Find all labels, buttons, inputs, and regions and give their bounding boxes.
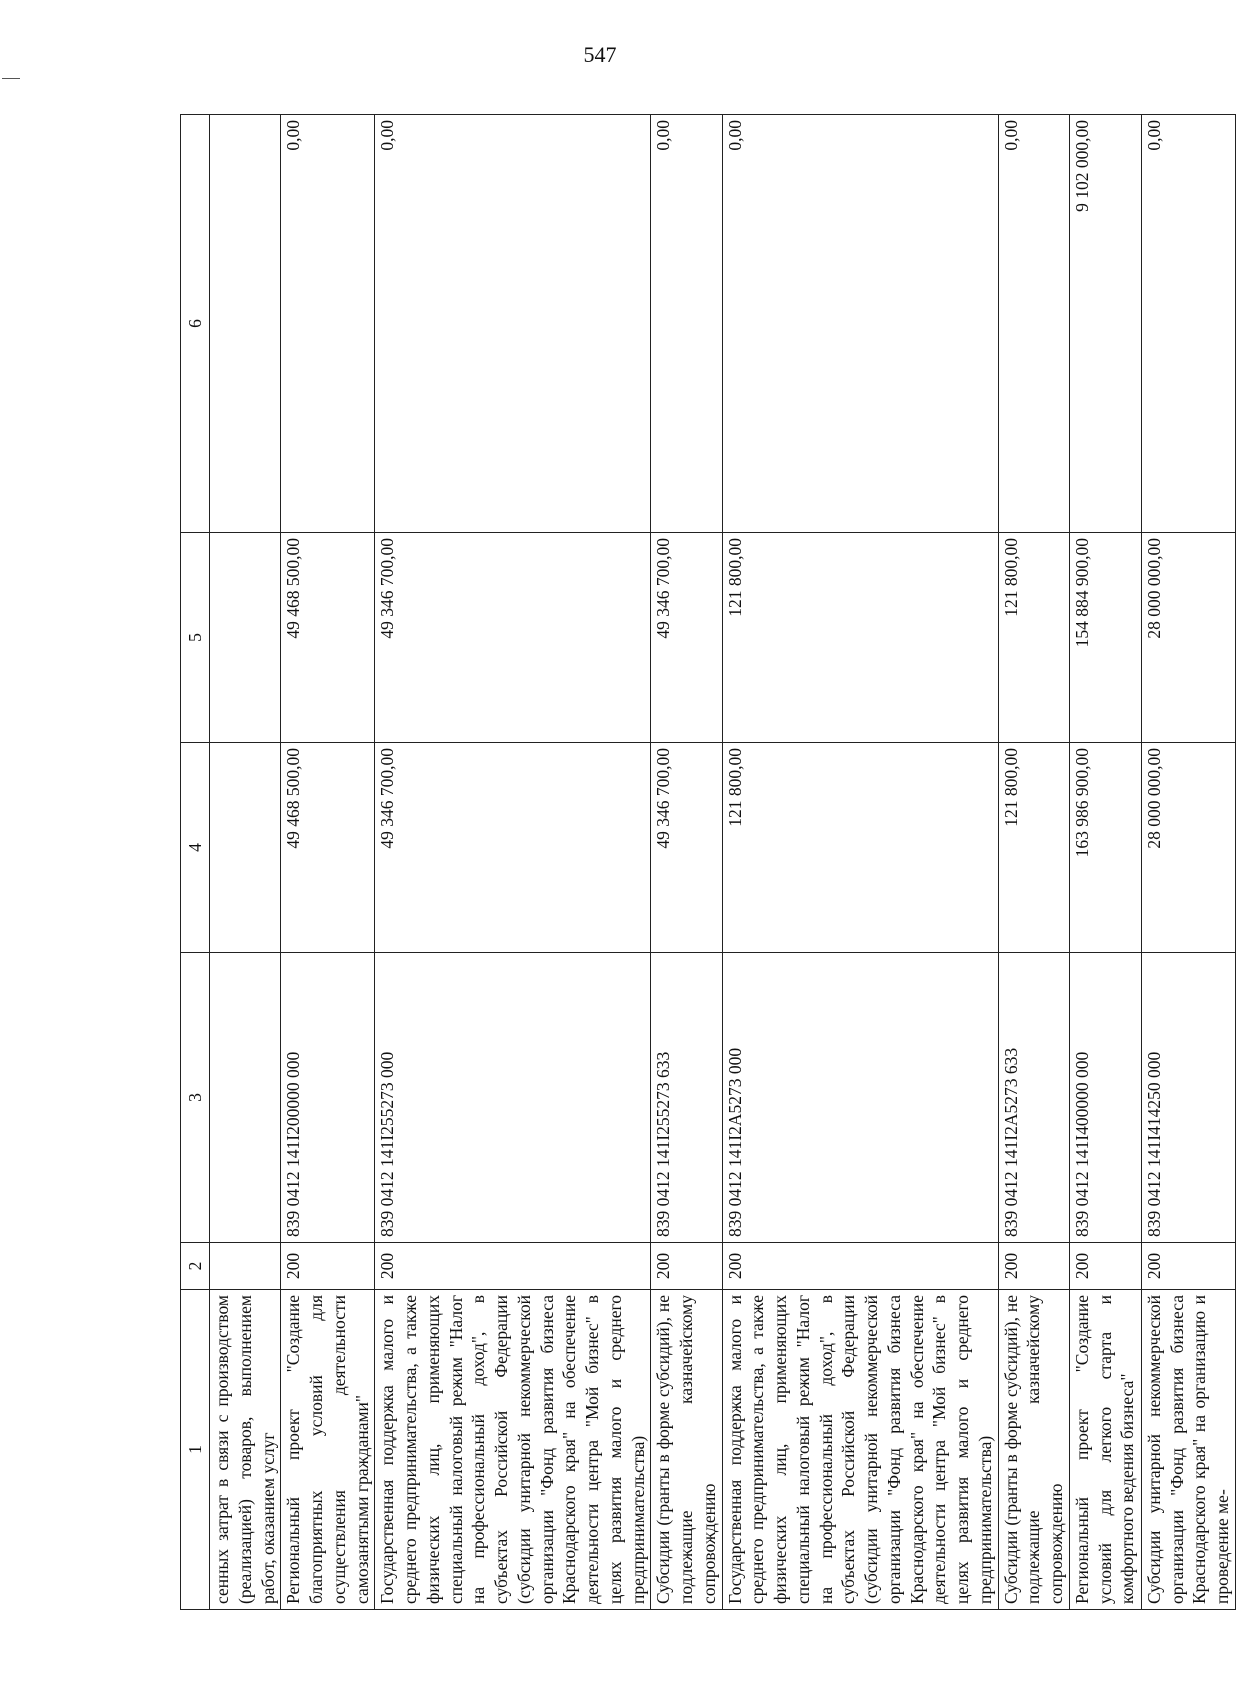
row-col6: 0,00 <box>998 115 1069 533</box>
column-header: 5 <box>181 533 210 743</box>
table-row <box>210 115 281 1610</box>
row-name: Региональный проект "Создание благоприятных условий для осуществления деятельности самозанятыми гражданами" <box>281 1290 375 1610</box>
row-code: 200 <box>1069 1243 1141 1290</box>
row-col4 <box>210 743 281 953</box>
row-name: Субсидии (гранты в форме субсидий), не подлежащие казначейскому сопровождению <box>651 1290 722 1610</box>
row-col4: 49 346 700,00 <box>651 743 722 953</box>
row-col6: 0,00 <box>651 115 722 533</box>
row-classification: 839 0412 141I200000 000 <box>281 953 375 1243</box>
row-code: 200 <box>651 1243 722 1290</box>
row-col5: 121 800,00 <box>998 533 1069 743</box>
row-col6: 0,00 <box>375 115 651 533</box>
row-name: сенных затрат в связи с производством (реализацией) товаров, выполнением работ, оказанием услуг <box>210 1290 281 1610</box>
row-col6: 9 102 000,00 <box>1069 115 1141 533</box>
row-name: Субсидии унитарной некоммерческой организации "Фонд развития бизнеса Краснодарского края" на организацию и проведение ме- <box>1141 1290 1235 1610</box>
row-classification: 839 0412 141I255273 633 <box>651 953 722 1243</box>
row-col5: 28 000 000,00 <box>1141 533 1235 743</box>
row-col4: 49 346 700,00 <box>375 743 651 953</box>
column-header: 3 <box>181 953 210 1243</box>
table-row <box>375 115 651 1610</box>
row-code: 200 <box>722 1243 998 1290</box>
row-classification: 839 0412 141I255273 000 <box>375 953 651 1243</box>
row-name: Региональный проект "Создание условий для легкого старта и комфортного ведения бизнеса" <box>1069 1290 1141 1610</box>
column-header: 4 <box>181 743 210 953</box>
row-col6: 0,00 <box>722 115 998 533</box>
row-col4: 28 000 000,00 <box>1141 743 1235 953</box>
row-classification <box>210 953 281 1243</box>
row-code: 200 <box>281 1243 375 1290</box>
row-col4: 121 800,00 <box>998 743 1069 953</box>
column-header: 6 <box>181 115 210 533</box>
page-number: 547 <box>583 42 617 67</box>
row-col5: 121 800,00 <box>722 533 998 743</box>
row-code: 200 <box>1141 1243 1235 1290</box>
row-col5: 49 346 700,00 <box>651 533 722 743</box>
row-code <box>210 1243 281 1290</box>
budget-table <box>180 114 1236 1610</box>
margin-mark <box>2 78 20 79</box>
row-name: Государственная поддержка малого и среднего предпринимательства, а также физических лиц, применяющих специальный налоговый режим "Налог на профессиональный доход", в субъектах Российской Федерации (субсидии унитарной некоммерческой организации "Фонд развития бизнеса Краснодарского края" на обеспечение деятельности центра "Мой бизнес" в целях развития малого и среднего предпринимательства) <box>722 1290 998 1610</box>
row-col5: 49 346 700,00 <box>375 533 651 743</box>
row-col5: 49 468 500,00 <box>281 533 375 743</box>
table-row <box>1069 115 1141 1610</box>
row-classification: 839 0412 141I400000 000 <box>1069 953 1141 1243</box>
table-row <box>1141 115 1235 1610</box>
header-row <box>181 115 210 1610</box>
row-col4: 163 986 900,00 <box>1069 743 1141 953</box>
rotated-table-sheet <box>180 115 1232 1610</box>
row-col6: 0,00 <box>281 115 375 533</box>
row-col5: 154 884 900,00 <box>1069 533 1141 743</box>
row-classification: 839 0412 141I2A5273 000 <box>722 953 998 1243</box>
row-code: 200 <box>998 1243 1069 1290</box>
table-row <box>651 115 722 1610</box>
table-row <box>722 115 998 1610</box>
row-classification: 839 0412 141I414250 000 <box>1141 953 1235 1243</box>
table-row <box>998 115 1069 1610</box>
row-col4: 121 800,00 <box>722 743 998 953</box>
row-name: Субсидии (гранты в форме субсидий), не подлежащие казначейскому сопровождению <box>998 1290 1069 1610</box>
table-row <box>281 115 375 1610</box>
column-header: 1 <box>181 1290 210 1610</box>
row-name: Государственная поддержка малого и среднего предпринимательства, а также физических лиц, применяющих специальный налоговый режим "Налог на профессиональный доход", в субъектах Российской Федерации (субсидии унитарной некоммерческой организации "Фонд развития бизнеса Краснодарского края" на обеспечение деятельности центра "Мой бизнес" в целях развития малого и среднего предпринимательства) <box>375 1290 651 1610</box>
row-col6: 0,00 <box>1141 115 1235 533</box>
row-col5 <box>210 533 281 743</box>
row-col6 <box>210 115 281 533</box>
row-col4: 49 468 500,00 <box>281 743 375 953</box>
row-classification: 839 0412 141I2A5273 633 <box>998 953 1069 1243</box>
row-code: 200 <box>375 1243 651 1290</box>
column-header: 2 <box>181 1243 210 1290</box>
